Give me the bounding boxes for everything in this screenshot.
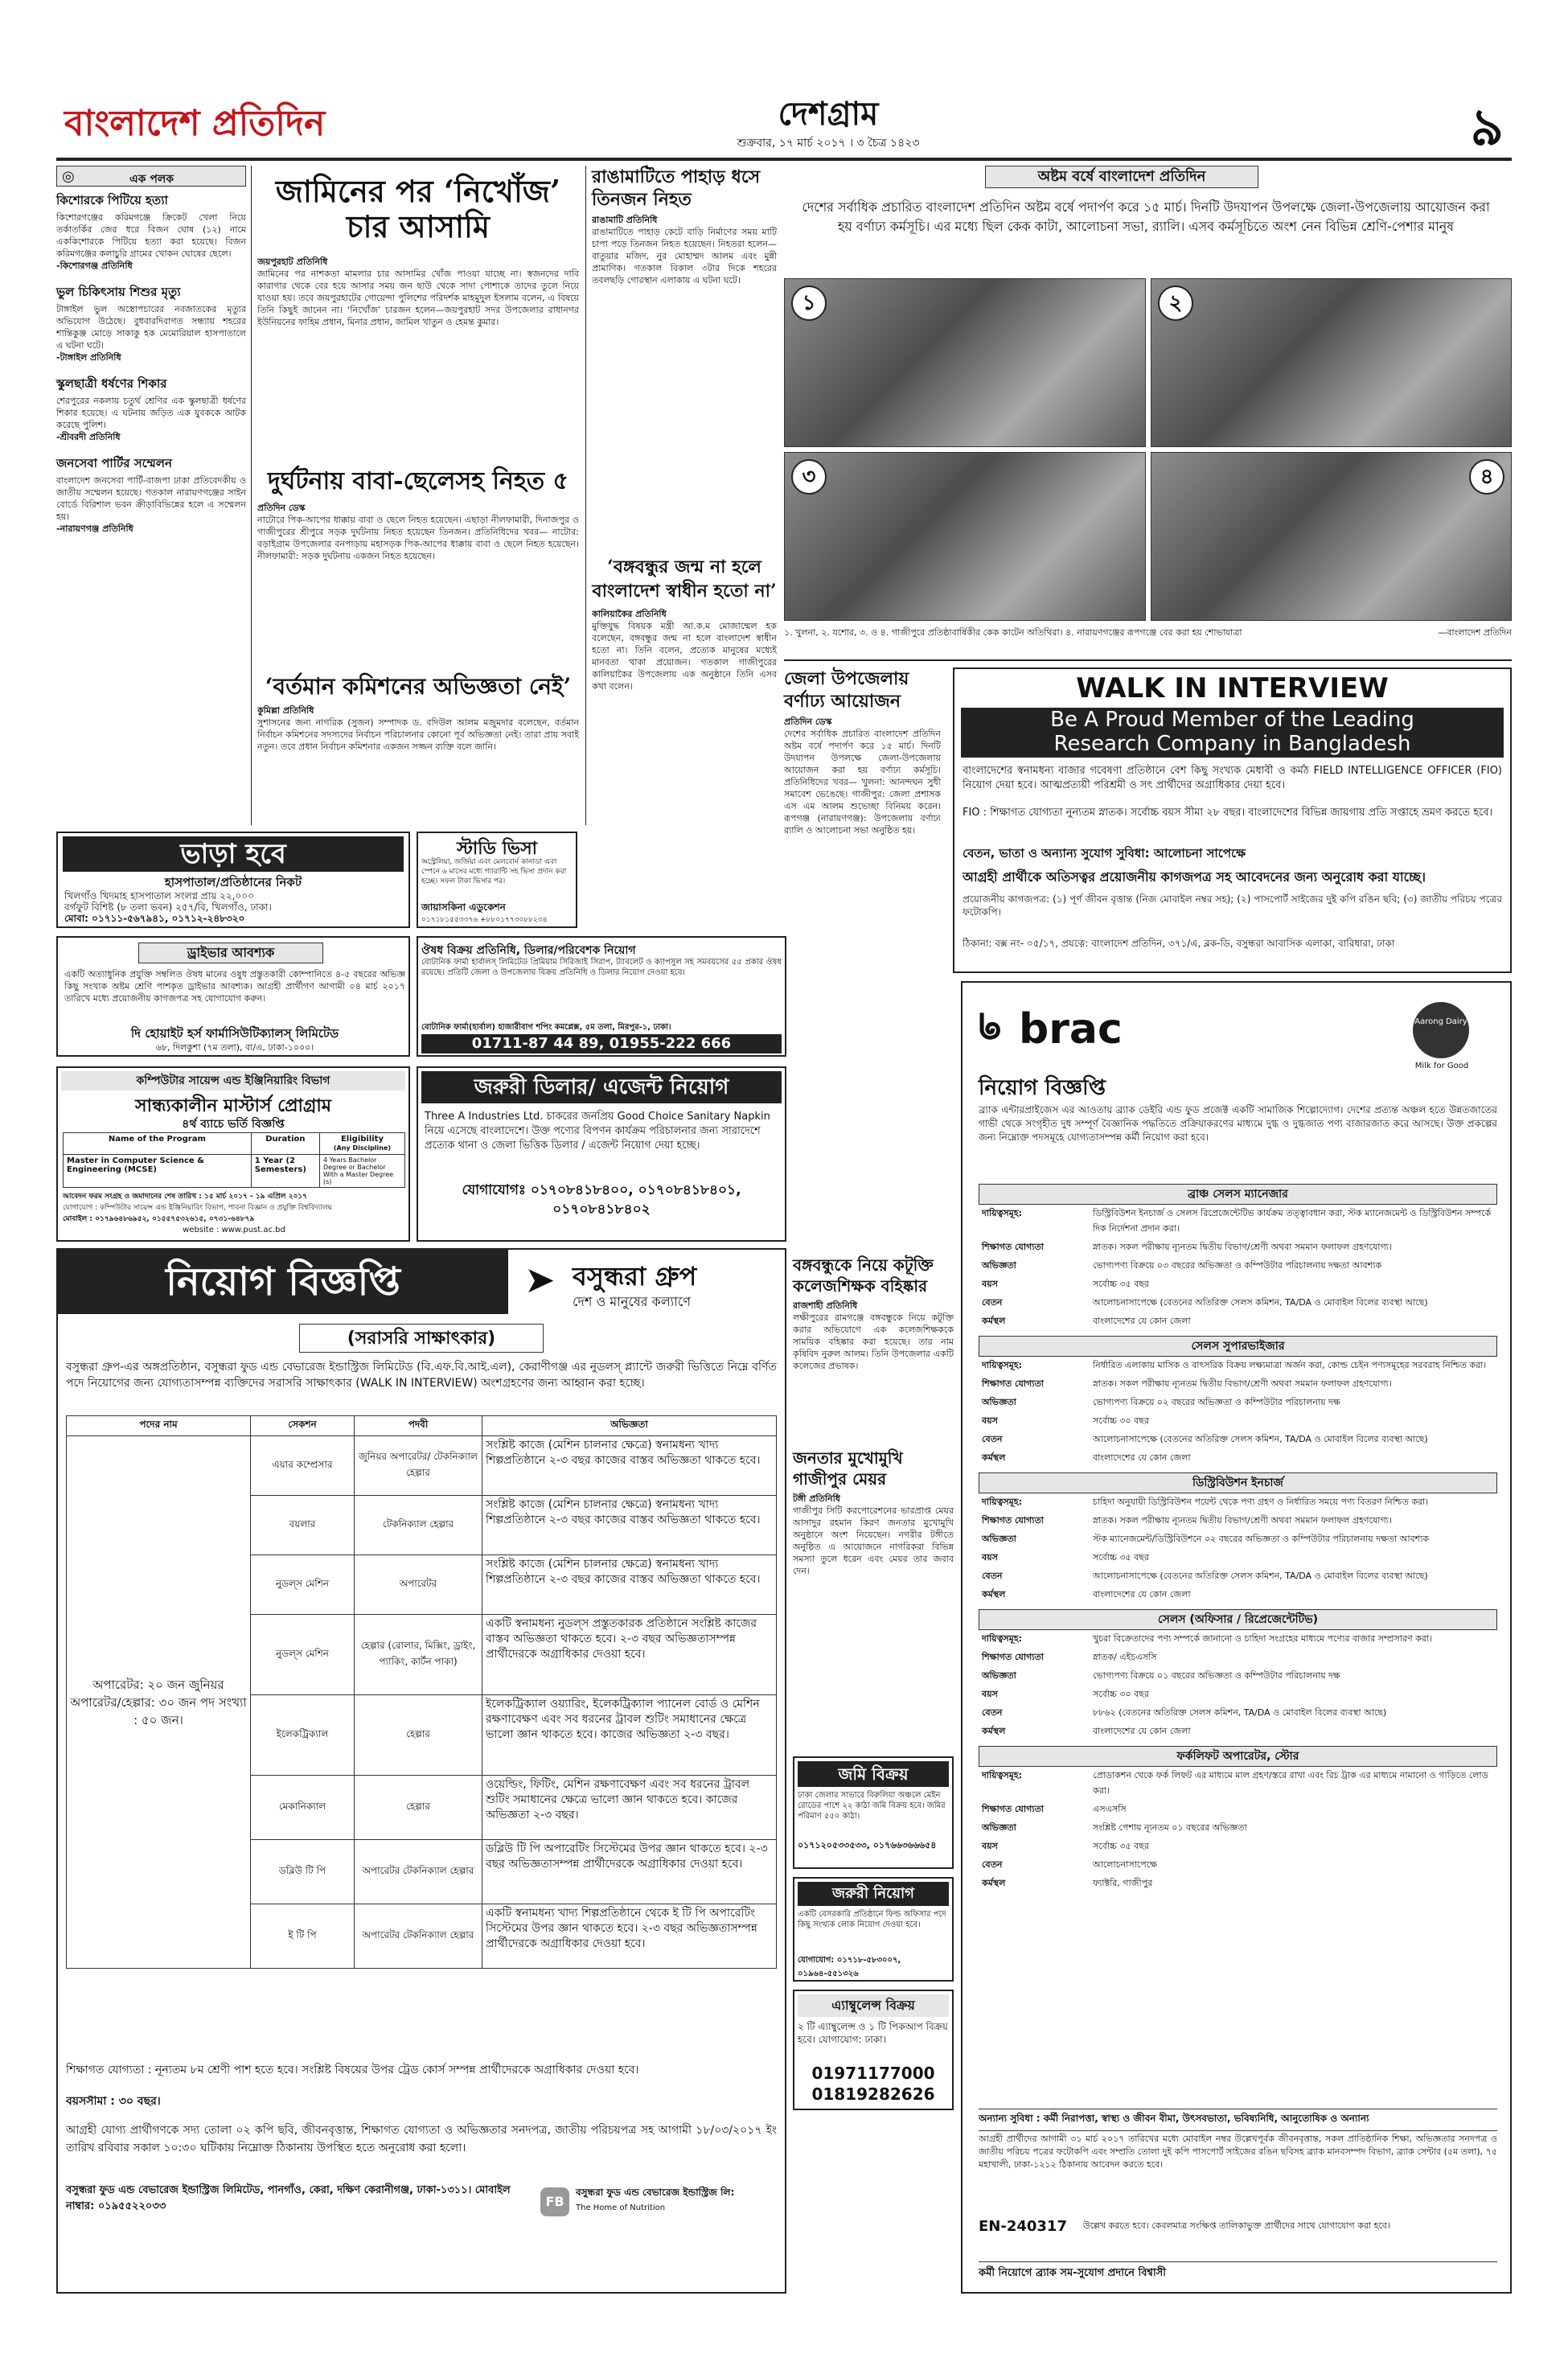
story-commission	[257, 672, 579, 825]
anniversary-photo: ৪	[1151, 452, 1512, 621]
ad-title: জরুরী নিয়োগ	[798, 1882, 949, 1906]
story-headline: দুর্ঘটনায় বাবা-ছেলেসহ নিহত ৫	[267, 467, 569, 495]
walkin-request: আগ্রহী প্রার্থীকে অতিসত্বর প্রয়োজনীয় কাগজপত্র সহ আবেদনের জন্য অনুরোধ করা যাচ্ছে।	[963, 869, 1426, 885]
story-mayor	[793, 1448, 954, 1737]
anniversary-photo: ৩	[784, 452, 1146, 621]
story-headline: জামিনের পর ‘নিখোঁজ’ চার আসামি	[275, 173, 561, 244]
feature-rule	[784, 659, 1512, 661]
story-durghotona	[257, 466, 579, 667]
story-headline: ‘বর্তমান কমিশনের অভিজ্ঞতা নেই’	[265, 673, 572, 700]
story-body: নাটোরে পিক-আপের ধাক্কায় বাবা ও ছেলে নিহত হয়েছেন। এছাড়া নীলফামারী, দিনাজপুর ও গাজীপুরের শ্রীপুরে সড়ক দুর্ঘটনায় নিহত হয়েছেন তিনজন। প্রতিনিধিদের খবর— নাটোর: বড়াইগ্রাম উপজেলার বনপাড়ায় মহাসড়ক পিক-আপের ধাক্কায় বাবা ও ছেলে নিহত হয়েছেন। নীলফামারী: সড়ক দুর্ঘটনায় একজন নিহত হয়েছেন।	[257, 515, 579, 561]
ad-title: জমি বিক্রয়	[798, 1761, 949, 1787]
ad-title: ড্রাইভার আবশ্যক	[138, 943, 323, 963]
story-body: জামিনের পর নাশকতা মামলার চার আসামির খোঁজ পাওয়া যাচ্ছে না। স্বজনদের দাবি কারাগার থেকে বের হয়ে আসার সময় জন ছাউ থেকে সাদা পোশাকে তাদের তুলে নিয়ে যাওয়া হয়। তবে জয়পুরহাটের গোয়েন্দা পুলিশের পরিদর্শক মাহমুদুল ইসলাম বলেন, এ বিষয়ে তিনি কিছুই জানেন না। ‘নিখোঁজ’ চারজন হলেন—জয়পুরহাট সদর উপজেলার রাধানগর ইউনিয়নের ফাহিম প্রধান, মিনার প্রধান, জামিল খাতুন ও হেমন্ত কুমার।	[257, 269, 579, 327]
brac-section: সেলস সুপারভাইজার দায়িত্বসমূহ: নির্ধারিত এলাকায় মাসিক ও বাৎসরিক বিক্রয় লক্ষ্যমাত্রা অর্জন করা, কোল্ড চেইন পণ্যসমূহের সরবরাহ নিশ্চিত করা। শিক্ষাগত যোগ্যতা স্নাতক। সকল পরীক্ষায় ন্যূনতম দ্বিতীয় বিভাগ/শ্রেণী অথবা সমমান ফলাফল গ্রহণযোগ্য। অভিজ্ঞতা ভোগ্যপণ্য বিক্রয়ে ০২ বছরের অভিজ্ঞতা ও কম্পিউটার পরিচালনায় দক্ষ বয়স সর্বোচ্চ ৩০ বছর বেতন আলোচনাসাপেক্ষে (বেতনের অতিরিক্ত সেলস কমিশন, TA/DA ও মোবাইল বিলের ব্যবস্থা আছে) কর্মস্থল বাংলাদেশের যে কোন জেলা	[979, 1336, 1497, 1468]
story-kotukti	[793, 1255, 954, 1440]
brac-section: ডিস্ট্রিবিউশন ইনচার্জ দায়িত্বসমূহ: চাহিদা অনুযায়ী ডিস্ট্রিবিউশন পয়েন্ট থেকে পণ্য গ্রহণ ও নির্ধারিত সময়ে পণ্য বিতরণ নিশ্চিত করা। শিক্ষাগত যোগ্যতা স্নাতক। সকল পরীক্ষায় ন্যূনতম দ্বিতীয় বিভাগ/শ্রেণী অথবা সমমান ফলাফল গ্রহণযোগ্য। অভিজ্ঞতা স্টক ম্যানেজমেন্ট/ডিস্ট্রিবিউশনে ০২ বছরের অভিজ্ঞতা ও কম্পিউটার পরিচালনায় দক্ষতা আবশ্যক বয়স সর্বোচ্চ ৩৫ বছর বেতন আলোচনাসাপেক্ষে (বেতনের অতিরিক্ত সেলস কমিশন, TA/DA ও মোবাইল বিলের ব্যবস্থা আছে) কর্মস্থল বাংলাদেশের যে কোন জেলা	[979, 1472, 1497, 1604]
brac-title: নিয়োগ বিজ্ঞপ্তি	[979, 1076, 1106, 1100]
ad-ambulance: এ্যাম্বুলেন্স বিক্রয় ২ টি এ্যাম্বুলেন্স ও ১ টি পিকআপ বিক্রয় হবে। যোগাযোগ: ঢাকা। 01971177000 01819282626	[793, 1990, 954, 2110]
walkin-address: ঠিকানা: বক্স নং- ০৫/১৭, প্রযত্নে: বাংলাদেশ প্রতিদিন, ৩৭১/এ, ব্লক-ডি, বসুন্ধরা আবাসিক এলাকা, বারিধারা, ঢাকা	[963, 938, 1395, 949]
bashundhara-title: নিয়োগ বিজ্ঞপ্তি	[58, 1250, 508, 1314]
walkin-salary: বেতন, ভাতা ও অন্যান্য সুযোগ সুবিধা: আলোচনা সাপেক্ষে	[963, 846, 1246, 860]
fb-logo-icon: FB	[540, 2187, 569, 2216]
story-headline: ‘বঙ্গবন্ধুর জন্ম না হলে বাংলাদেশ স্বাধীন হতো না’	[592, 557, 777, 602]
masthead-rule	[56, 158, 1512, 161]
walkin-body: বাংলাদেশের স্বনামধন্য বাজার গবেষণা প্রতিষ্ঠানে বেশ কিছু সংখ্যক মেধাবী ও কর্মঠ FIELD INTELLIGENCE OFFICER (FIO) নিয়োগ দেয়া হবে। আত্মপ্রত্যয়ী পরিশ্রমী ও সৎ প্রার্থীদের অগ্রাধিকার দেয়া হবে।	[963, 765, 1502, 791]
story-headline: বঙ্গবন্ধুকে নিয়ে কটূক্তি কলেজশিক্ষক বহিষ্কার	[793, 1255, 934, 1296]
walkin-docs: প্রয়োজনীয় কাগজপত্র: (১) পূর্ণ জীবন বৃত্তান্ত (নিজ মোবাইল নম্বর সহ); (২) পাসপোর্ট সাইজের দুই কপি রঙিন ছবি; (৩) জাতীয় পরিচয় পত্রের ফটোকপি।	[963, 893, 1502, 918]
story-headline: রাঙামাটিতে পাহাড় ধসে তিনজন নিহত	[592, 166, 761, 210]
ad-vara: ভাড়া হবে হাসপাতাল/প্রতিষ্ঠানের নিকট খিলগাঁও খিদমাহ হাসপাতাল সংলগ্ন প্রায় ২২,০০০ বর্গফুট বিশিষ্ট (৮ তলা ভবন) ২৫৭/বি, খিলগাঁও, ঢাকা। মোবা: ০১৭১১-৫৬৭৯৪১, ০১৭১২-২৪৮৩২০	[56, 832, 410, 928]
story-body: মুক্তিযুদ্ধ বিষয়ক মন্ত্রী আ.ক.ম মোজাম্মেল হক বলেছেন, বঙ্গবন্ধুর জন্ম না হলে বাংলাদেশ স্বাধীন হতো না। তিনি বলেন, প্রত্যেক মানুষের মধ্যেই মানবতা থাকা প্রয়োজন। গতকাল গাজীপুরের কালিয়াকৈর উপজেলায় এক অনুষ্ঠানে তিনি এসব কথা বলেন।	[592, 621, 777, 692]
ad-title: এ্যাম্বুলেন্স বিক্রয়	[798, 1994, 949, 2017]
bashundhara-logo-icon: ➤	[524, 1258, 556, 1301]
brac-logo-icon: ᖚ	[979, 1007, 1002, 1048]
section-title: দেশগ্রাম	[778, 95, 879, 133]
ad-title: ঔষধ বিক্রয় প্রতিনিধি, ডিলার/পরিবেশক নিয়োগ	[421, 944, 636, 957]
anniversary-photo: ২	[1151, 278, 1512, 447]
ad-dealer: জরুরী ডিলার/ এজেন্ট নিয়োগ Three A Industries Ltd. চাকরের জনপ্রিয় Good Choice Sanitary Napkin নিয়ে এসেছে বাংলাদেশে। উক্ত পণ্যের বিপণন কার্যক্রম পরিচালনার জন্য সারাদেশে প্রত্যেক থানা ও জেলা ভিত্তিক ডিলার / এজেন্ট নিয়োগ দেয়া হচ্ছে। যোগাযোগঃ ০১৭০৮৪১৮৪০০, ০১৭০৮৪১৮৪০১, ০১৭০৮৪১৮৪০২	[417, 1066, 786, 1242]
brief-item: জনসেবা পার্টির সম্মেলন বাংলাদেশ জনসেবা পার্টি-বাজপা ঢাকা প্রতিবেদকীয় ও জাতীয় সম্মেলন হয়েছে। গতকাল নারায়ণগঞ্জের সাইন বোর্ডে বিরিশাল ভবন ক্রীড়াবিভিন্নের হলে এ সম্মেলন হয়। -নারায়ণগঞ্জ প্রতিনিধি	[56, 456, 246, 534]
ad-bashundhara: নিয়োগ বিজ্ঞপ্তি ➤ বসুন্ধরা গ্রুপ দেশ ও মানুষের কল্যাণে (সরাসরি সাক্ষাৎকার) বসুন্ধরা গ্রুপ-এর অঙ্গপ্রতিষ্ঠান, বসুন্ধরা ফুড এন্ড বেভারেজ ইন্ডাস্ট্রিজ লিমিটেড (বি.এফ.বি.আই.এল), কেরাণীগঞ্জ এর নুডলস্ প্ল্যান্টে জরুরী ভিত্তিতে নিম্নে বর্ণিত পদে নিয়োগের জন্য যোগ্যতাসম্পন্ন ব্যক্তিদের সরাসরি সাক্ষাৎকার (WALK IN INTERVIEW) অংশগ্রহণের জন্য আহ্বান করা হচ্ছে। পদের নাম সেকশন পদবী অভিজ্ঞতা অপারেটর: ২০ জন জুনিয়র অপারেটর/হেল্পার: ৩০ জন পদ সংখ্যা : ৫০ জন। এয়ার কম্প্রেসার জুনিয়র অপারেটর/ টেকনিক্যাল হেল্পার সংশ্লিষ্ট কাজে (মেশিন চালনার ক্ষেত্রে) স্বনামধন্য খাদ্য শিল্পপ্রতিষ্ঠানে ২-৩ বছর কাজের বাস্তব অভিজ্ঞতা থাকতে হবে। বয়লার টেকনিক্যাল হেল্পার সংশ্লিষ্ট কাজে (মেশিন চালনার ক্ষেত্রে) স্বনামধন্য খাদ্য শিল্পপ্রতিষ্ঠানে ২-৩ বছর কাজের বাস্তব অভিজ্ঞতা থাকতে হবে। নুডল্‌স মেশিন অপারেটর সংশ্লিষ্ট কাজে (মেশিন চালনার ক্ষেত্রে) স্বনামধন্য খাদ্য শিল্পপ্রতিষ্ঠানে ২-৩ বছর কাজের বাস্তব অভিজ্ঞতা থাকতে হবে। নুডল্‌স মেশিন হেল্পার (রোলার, মিক্সিং, ড্রাইং, প্যাকিং, কার্টন পাকা) একটি স্বনামধন্য নুডল্‌স প্রস্তুতকারক প্রতিষ্ঠানে সংশ্লিষ্ট কাজের বাস্তব অভিজ্ঞতা থাকতে হবে। ২-৩ বছর অভিজ্ঞতাসম্পন্ন প্রার্থীদেরকে অগ্রাধিকার দেওয়া হবে। ইলেকট্রিক্যাল হেল্পার ইলেকট্রিক্যাল ওয়্যারিং, ইলেকট্রিক্যাল প্যানেল বোর্ড ও মেশিন রক্ষণাবেক্ষণ এবং সব ধরনের ট্রাবল শুটিং সমাধানের ক্ষেত্রে ভালো জ্ঞান থাকতে হবে। কাজের অভিজ্ঞতা ২-৩ বছর। মেকানিক্যাল হেল্পার ওয়েল্ডিং, ফিটিং, মেশিন রক্ষণাবেক্ষণ এবং সব ধরনের ট্রাবল শুটিং সমাধানের ক্ষেত্রে ভালো জ্ঞান থাকতে হবে। কাজের অভিজ্ঞতা ২-৩ বছর। ডব্লিউ টি পি অপারেটর টেকনিক্যাল হেল্পার ডব্লিউ টি পি অপারেটিং সিস্টেমের উপর জ্ঞান থাকতে হবে। ২-৩ বছর অভিজ্ঞতাসম্পন্ন প্রার্থীদেরকে অগ্রাধিকার দেওয়া হবে। ই টি পি অপারেটর টেকনিক্যাল হেল্পার একটি স্বনামধন্য খাদ্য শিল্পপ্রতিষ্ঠানে থেকে ই টি পি অপারেটিং সিস্টেমের উপর জ্ঞান থাকতে হবে। ২-৩ বছর অভিজ্ঞতাসম্পন্ন প্রার্থীদেরকে অগ্রাধিকার দেওয়া হবে। শিক্ষাগত যোগ্যতা : নূন্যতম ৮ম শ্রেণী পাশ হতে হবে। সংশ্লিষ্ট বিষয়ের উপর ট্রেড কোর্স সম্পন্ন প্রার্থীদেরকে অগ্রাধিকার দেওয়া হবে। বয়সসীমা : ৩০ বছর। আগ্রহী যোগ্য প্রার্থীগণকে সদ্য তোলা ০২ কপি ছবি, জীবনবৃত্তান্ত, শিক্ষাগত যোগ্যতা ও অভিজ্ঞতার সনদপত্র, জাতীয় পরিচয়পত্র সহ আগামী ১৮/০৩/২০১৭ ইং তারিখ রবিবার সকাল ১০:৩০ ঘটিকায় নিম্নোক্ত ঠিকানায় উপস্থিত হতে অনুরোধ করা হলো। বসুন্ধরা ফুড এন্ড বেভারেজ ইন্ডাস্ট্রিজ লিমিটেড, পানগাঁও, কেরা, দক্ষিণ কেরানীগঞ্জ, ঢাকা-১৩১১। মোবাইল নাম্বার: ০১৯৫৫২২০৩৩ FB বসুন্ধরা ফুড এন্ড বেভারেজ ইন্ডাস্ট্রিজ লি: The Home of Nutrition	[56, 1248, 786, 2294]
brac-section: ব্রাঞ্চ সেলস ম্যানেজার দায়িত্বসমূহ: ডিস্ট্রিবিউশন ইনচার্জ ও সেলস রিপ্রেজেন্টেটিভ কার্যক্রম তত্ত্বাবধান করা, স্টক ম্যানেজমেন্ট ও ডিস্ট্রিবিউশন সম্পর্কে দিক নির্দেশনা প্রদান করা। শিক্ষাগত যোগ্যতা স্নাতক। সকল পরীক্ষায় ন্যূনতম দ্বিতীয় বিভাগ/শ্রেণী অথবা সমমান ফলাফল গ্রহণযোগ্য। অভিজ্ঞতা ভোগ্যপণ্য বিক্রয়ে ০৩ বছরের অভিজ্ঞতা ও কম্পিউটার পরিচালনায় দক্ষতা আবশ্যক বয়স সর্বোচ্চ ৩৫ বছর বেতন আলোচনাসাপেক্ষে (বেতনের অতিরিক্ত সেলস কমিশন, TA/DA ও মোবাইল বিলের ব্যবস্থা আছে) কর্মস্থল বাংলাদেশের যে কোন জেলা	[979, 1184, 1497, 1331]
story-headline: জনতার মুখোমুখি গাজীপুর মেয়র	[793, 1448, 903, 1489]
story-credit: কুমিল্লা প্রতিনিধি	[257, 705, 314, 716]
story-body: রাঙামাটিতে পাহাড় কেটে বাড়ি নির্মাণের সময় মাটি চাপা পড়ে তিনজন নিহত হয়েছেন। নিহতরা হলেন— বাতুয়ার মজিদ, নুর মোহাম্মদ আলম এবং মুন্নী প্রামাণিক। গতকাল বিকাল ৩টার দিকে শহরের তবলছড়ি গোরস্থান এলাকায় এ ঘটনা ঘটে।	[592, 227, 777, 285]
brac-logo: brac	[1019, 1005, 1123, 1054]
walkin-fio: FIO : শিক্ষাগত যোগ্যতা নুন্যতম স্নাতক। সর্বোচ্চ বয়স সীমা ২৮ বছর। বাংলাদেশের বিভিন্ন জায়গায় প্রতি সপ্তাহে ভ্রমণ করতে হবে।	[963, 807, 1493, 819]
ad-pharma-phone: 01711-87 44 89, 01955-222 666	[421, 1034, 782, 1054]
story-credit: কালিয়াকৈর প্রতিনিধি	[592, 609, 667, 619]
ad-title: স্টাডি ভিসা	[456, 839, 538, 859]
story-rangamati	[592, 166, 777, 536]
photo-caption: ১. খুলনা, ২. যশোর, ৩. ও ৪. গাজীপুরে প্রতিষ্ঠাবার্ষিকীর কেক কাটেন অতিথিরা। ৪. নারায়ণগঞ্জের রূপগঞ্জে বের করা হয় শোভাযাত্রা —বাংলাদেশ প্রতিদিন	[784, 627, 1512, 638]
cse-table: Name of the Program Duration Eligibility (Any Discipline) Master in Computer Science & Engineering (MCSE) 1 Year (2 Semesters) 4 Years Bachelor Degree or Bachelor With a Master Degree (s)	[63, 1132, 405, 1188]
ad-study-visa: স্টাডি ভিসা অস্ট্রেলিয়া, জর্জিয়া এবং মেলবোর্ন কানাডা এবং স্পেনে ৬ মাসের মধ্যে গ্যারান্টি সহ ভিসা প্রদান করা হচ্ছে। সফল টাকা ভিসার পর। জায়াসকিনা এডুকেশন ০১৭১৮১৫৫৩৩৭৬ +৮৮০১৭৭৩০৮৮২৩৪	[417, 832, 577, 928]
bashundhara-table: পদের নাম সেকশন পদবী অভিজ্ঞতা অপারেটর: ২০ জন জুনিয়র অপারেটর/হেল্পার: ৩০ জন পদ সংখ্যা : ৫০ জন। এয়ার কম্প্রেসার জুনিয়র অপারেটর/ টেকনিক্যাল হেল্পার সংশ্লিষ্ট কাজে (মেশিন চালনার ক্ষেত্রে) স্বনামধন্য খাদ্য শিল্পপ্রতিষ্ঠানে ২-৩ বছর কাজের বাস্তব অভিজ্ঞতা থাকতে হবে। বয়লার টেকনিক্যাল হেল্পার সংশ্লিষ্ট কাজে (মেশিন চালনার ক্ষেত্রে) স্বনামধন্য খাদ্য শিল্পপ্রতিষ্ঠানে ২-৩ বছর কাজের বাস্তব অভিজ্ঞতা থাকতে হবে। নুডল্‌স মেশিন অপারেটর সংশ্লিষ্ট কাজে (মেশিন চালনার ক্ষেত্রে) স্বনামধন্য খাদ্য শিল্পপ্রতিষ্ঠানে ২-৩ বছর কাজের বাস্তব অভিজ্ঞতা থাকতে হবে। নুডল্‌স মেশিন হেল্পার (রোলার, মিক্সিং, ড্রাইং, প্যাকিং, কার্টন পাকা) একটি স্বনামধন্য নুডল্‌স প্রস্তুতকারক প্রতিষ্ঠানে সংশ্লিষ্ট কাজের বাস্তব অভিজ্ঞতা থাকতে হবে। ২-৩ বছর অভিজ্ঞতাসম্পন্ন প্রার্থীদেরকে অগ্রাধিকার দেওয়া হবে। ইলেকট্রিক্যাল হেল্পার ইলেকট্রিক্যাল ওয়্যারিং, ইলেকট্রিক্যাল প্যানেল বোর্ড ও মেশিন রক্ষণাবেক্ষণ এবং সব ধরনের ট্রাবল শুটিং সমাধানের ক্ষেত্রে ভালো জ্ঞান থাকতে হবে। কাজের অভিজ্ঞতা ২-৩ বছর। মেকানিক্যাল হেল্পার ওয়েল্ডিং, ফিটিং, মেশিন রক্ষণাবেক্ষণ এবং সব ধরনের ট্রাবল শুটিং সমাধানের ক্ষেত্রে ভালো জ্ঞান থাকতে হবে। কাজের অভিজ্ঞতা ২-৩ বছর। ডব্লিউ টি পি অপারেটর টেকনিক্যাল হেল্পার ডব্লিউ টি পি অপারেটিং সিস্টেমের উপর জ্ঞান থাকতে হবে। ২-৩ বছর অভিজ্ঞতাসম্পন্ন প্রার্থীদেরকে অগ্রাধিকার দেওয়া হবে। ই টি পি অপারেটর টেকনিক্যাল হেল্পার একটি স্বনামধন্য খাদ্য শিল্পপ্রতিষ্ঠানে থেকে ই টি পি অপারেটিং সিস্টেমের উপর জ্ঞান থাকতে হবে। ২-৩ বছর অভিজ্ঞতাসম্পন্ন প্রার্থীদেরকে অগ্রাধিকার দেওয়া হবে।	[66, 1415, 777, 1969]
issue-date: শুক্রবার, ১৭ মার্চ ২০১৭ । ৩ চৈত্র ১৪২৩	[737, 137, 920, 150]
story-body: গাজীপুর সিটি করপোরেশনের ভারপ্রাপ্ত মেয়র আসাদুর রহমান কিরণ জনতার মুখোমুখি অনুষ্ঠানে অংশ নিয়েছেন। নগরীর টঙ্গীতে অনুষ্ঠিত এ আয়োজনে নাগরিকরা বিভিন্ন সমস্যা তুলে ধরেন এবং মেয়র তার জবাব দেন।	[793, 1505, 954, 1576]
masthead	[56, 88, 1512, 161]
story-body: দেশের সর্বাধিক প্রচারিত বাংলাদেশ প্রতিদিন অষ্টম বর্ষে পদার্পণ করে ১৫ মার্চ। দিনটি উদযাপন উপলক্ষে জেলা-উপজেলায় আয়োজন করা হয় বর্ণাঢ্য কর্মসূচি। প্রতিনিধিদের খবর— খুলনা: আনন্দঘন সুধী সমাবেশ ভেঙেছে। গাজীপুর: জেলা প্রশাসক এস এম আলম শুভেচ্ছা বিনিময় করেন। রূপগঞ্জ (নারায়ণগঞ্জ): উপজেলায় বর্ণাঢ্য র‌্যালি ও আলোচনা সভা অনুষ্ঠিত হয়।	[784, 729, 941, 836]
anniversary-feature	[784, 166, 1512, 656]
ek-palok-icon: ◎	[62, 168, 75, 185]
anniversary-label: অষ্টম বর্ষে বাংলাদেশ প্রতিদিন	[985, 166, 1258, 188]
cse-program: সান্ধ্যকালীন মাস্টার্স প্রোগ্রাম	[135, 1096, 331, 1116]
story-credit: টঙ্গী প্রতিনিধি	[793, 1493, 840, 1504]
brac-section: সেলস (অফিসার / রিপ্রেজেন্টেটিভ) দায়িত্বসমূহ: খুচরা বিক্রেতাদের পণ্য সম্পর্কে জানানো ও চাহিদা সংগ্রহের মাধ্যমে পণ্যের বাজার সম্প্রসারণ করা। শিক্ষাগত যোগ্যতা স্নাতক/ এইচএসসি অভিজ্ঞতা ভোগ্যপণ্য বিক্রয়ে ০১ বছরের অভিজ্ঞতা ও কম্পিউটার পরিচালনায় দক্ষ বয়স সর্বোচ্চ ৩০ বছর বেতন ৮৮৬২ (বেতনের অতিরিক্ত সেলস কমিশন, TA/DA ও মোবাইল বিলের ব্যবস্থা আছে) কর্মস্থল বাংলাদেশের যে কোন জেলা	[979, 1609, 1497, 1741]
ek-palok-label: ◎ এক পলক	[56, 166, 246, 187]
ad-brac: ᖚ brac Aarong Dairy Milk for Good নিয়োগ বিজ্ঞপ্তি ব্র্যাক এন্টারপ্রাইজেস এর আওতায় ব্র্যাক ডেইরি এন্ড ফুড প্রজেক্ট একটি সামাজিক শিল্পোদ্যোগ। দেশের প্রত্যন্ত অঞ্চল হতে উন্নতজাতের গাভী থেকে সংগৃহীত দুধ সম্পূর্ণ বৈজ্ঞানিক পদ্ধতিতে প্রক্রিয়াকরণের মাধ্যমে দুগ্ধ ও দুগ্ধজাত পণ্য বাজারজাত করে আসছে। উক্ত প্রকল্পের জন্য নিম্নোক্ত পদসমূহে যোগ্যতাসম্পন্ন কর্মী নিয়োগ করা হবে। ব্রাঞ্চ সেলস ম্যানেজার দায়িত্বসমূহ: ডিস্ট্রিবিউশন ইনচার্জ ও সেলস রিপ্রেজেন্টেটিভ কার্যক্রম তত্ত্বাবধান করা, স্টক ম্যানেজমেন্ট ও ডিস্ট্রিবিউশন সম্পর্কে দিক নির্দেশনা প্রদান করা। শিক্ষাগত যোগ্যতা স্নাতক। সকল পরীক্ষায় ন্যূনতম দ্বিতীয় বিভাগ/শ্রেণী অথবা সমমান ফলাফল গ্রহণযোগ্য। অভিজ্ঞতা ভোগ্যপণ্য বিক্রয়ে ০৩ বছরের অভিজ্ঞতা ও কম্পিউটার পরিচালনায় দক্ষতা আবশ্যক বয়স সর্বোচ্চ ৩৫ বছর বেতন আলোচনাসাপেক্ষে (বেতনের অতিরিক্ত সেলস কমিশন, TA/DA ও মোবাইল বিলের ব্যবস্থা আছে) কর্মস্থল বাংলাদেশের যে কোন জেলা সেলস সুপারভাইজার দায়িত্বসমূহ: নির্ধারিত এলাকায় মাসিক ও বাৎসরিক বিক্রয় লক্ষ্যমাত্রা অর্জন করা, কোল্ড চেইন পণ্যসমূহের সরবরাহ নিশ্চিত করা। শিক্ষাগত যোগ্যতা স্নাতক। সকল পরীক্ষায় ন্যূনতম দ্বিতীয় বিভাগ/শ্রেণী অথবা সমমান ফলাফল গ্রহণযোগ্য। অভিজ্ঞতা ভোগ্যপণ্য বিক্রয়ে ০২ বছরের অভিজ্ঞতা ও কম্পিউটার পরিচালনায় দক্ষ বয়স সর্বোচ্চ ৩০ বছর বেতন আলোচনাসাপেক্ষে (বেতনের অতিরিক্ত সেলস কমিশন, TA/DA ও মোবাইল বিলের ব্যবস্থা আছে) কর্মস্থল বাংলাদেশের যে কোন জেলা ডিস্ট্রিবিউশন ইনচার্জ দায়িত্বসমূহ: চাহিদা অনুযায়ী ডিস্ট্রিবিউশন পয়েন্ট থেকে পণ্য গ্রহণ ও নির্ধারিত সময়ে পণ্য বিতরণ নিশ্চিত করা। শিক্ষাগত যোগ্যতা স্নাতক। সকল পরীক্ষায় ন্যূনতম দ্বিতীয় বিভাগ/শ্রেণী অথবা সমমান ফলাফল গ্রহণযোগ্য। অভিজ্ঞতা স্টক ম্যানেজমেন্ট/ডিস্ট্রিবিউশনে ০২ বছরের অভিজ্ঞতা ও কম্পিউটার পরিচালনায় দক্ষতা আবশ্যক বয়স সর্বোচ্চ ৩৫ বছর বেতন আলোচনাসাপেক্ষে (বেতনের অতিরিক্ত সেলস কমিশন, TA/DA ও মোবাইল বিলের ব্যবস্থা আছে) কর্মস্থল বাংলাদেশের যে কোন জেলা সেলস (অফিসার / রিপ্রেজেন্টেটিভ) দায়িত্বসমূহ: খুচরা বিক্রেতাদের পণ্য সম্পর্কে জানানো ও চাহিদা সংগ্রহের মাধ্যমে পণ্যের বাজার সম্প্রসারণ করা। শিক্ষাগত যোগ্যতা স্নাতক/ এইচএসসি অভিজ্ঞতা ভোগ্যপণ্য বিক্রয়ে ০১ বছরের অভিজ্ঞতা ও কম্পিউটার পরিচালনায় দক্ষ বয়স সর্বোচ্চ ৩০ বছর বেতন ৮৮৬২ (বেতনের অতিরিক্ত সেলস কমিশন, TA/DA ও মোবাইল বিলের ব্যবস্থা আছে) কর্মস্থল বাংলাদেশের যে কোন জেলা ফর্কলিফট অপারেটর, স্টোর দায়িত্বসমূহ: প্রোডাকশন থেকে ফর্ক লিফট এর মাধ্যমে মাল গ্রহণ/স্তরে রাখা এবং রিচ ট্রাক এর মাধ্যমে নামানো ও গাড়িতে লোড করা। শিক্ষাগত যোগ্যতা এসএসসি অভিজ্ঞতা সংশ্লিষ্ট পেশায় ন্যূনতম ০১ বছরের অভিজ্ঞতা বয়স সর্বোচ্চ ৩৫ বছর বেতন আলোচনাসাপেক্ষে কর্মস্থল ফ্যাক্টরি, গাজীপুর অন্যান্য সুবিধা : কর্মী নিরাপত্তা, স্বাস্থ্য ও জীবন বীমা, উৎসবভাতা, ভবিষ্যনিধি, আনুতোষিক ও অন্যান্য আগ্রহী প্রার্থীদের আগামী ৩১ মার্চ ২০১৭ তারিখের মধ্যে মোবাইল নম্বর উল্লেখপূর্বক জীবনবৃত্তান্ত, সকল প্রাতিষ্ঠানিক শিক্ষা, অভিজ্ঞতার সনদপত্র ও জাতীয় পরিচয় পত্রের ফটোকপি এবং সম্প্রতি তোলা দুই কপি পাসপোর্ট সাইজের রঙিন ছবিসহ ব্র্যাক মানবসম্পদ বিভাগ, ব্র্যাক সেন্টার (৫ম তলা), ৭৫ মহাখালী, ঢাকা-১২১২ ঠিকানায় আবেদন করতে হবে। EN-240317 উল্লেখ করতে হবে। কেবলমাত্র সংক্ষিপ্ত তালিকাভুক্ত প্রার্থীদের সাথে যোগাযোগ করা হবে। কর্মী নিয়োগে ব্র্যাক সম-সুযোগ প্রদানে বিশ্বাসী	[961, 981, 1512, 2294]
ad-pharma: ঔষধ বিক্রয় প্রতিনিধি, ডিলার/পরিবেশক নিয়োগ বোটানিক ফার্মা হার্বালস্ লিমিটেড প্রিমিয়াম সিরিজাই সিরাপ, ট্যাবলেট ও ক্যাপসুল সহ সমবয়সের ৫৫ প্রকার ঔষধ রয়েছে। প্রতিটি জেলা ও উপজেলায় বিক্রয় প্রতিনিধি ও ডিলার নিয়োগ দেওয়া হবে। বোটানিক ফার্মা(হার্বাল) হাজারীবাগ শপিং কমপ্লেক্স, ৫ম তলা, মিরপুর-১, ঢাকা। 01711-87 44 89, 01955-222 666	[417, 936, 786, 1057]
walkin-tagline: Be A Proud Member of the Leading Research Company in Bangladesh	[961, 708, 1504, 758]
ad-jorury: জরুরী নিয়োগ একটি বেসরকারি প্রতিষ্ঠানে ফিল্ড অফিসার পদে কিছু সংখ্যক লোক নিয়োগ দেওয়া হবে। যোগাযোগ: ০১৭১৮-৫৮৩০০৭, ০১৯৬৪-৫৫১৩২৬	[793, 1877, 954, 1982]
story-body: লক্ষীপুরের রামগঞ্জে বঙ্গবন্ধুকে নিয়ে কটূক্তি করার অভিযোগে এক কলেজশিক্ষককে সাময়িক বহিষ্কার করা হয়েছে। তার নাম কৃষিবিদ নুরুল আলম। তিনি উপজেলার একটি কলেজের প্রভাষক।	[793, 1312, 954, 1371]
ad-jomi: জমি বিক্রয় ঢাকা জেলার সাভারে বিরুলিয়া অঞ্চলে মেইন রোডের পাশে ২২ কাঠা জমি বিক্রয় হবে। জমির পরিমাণ ৫৫০ কাঠা। ০১৭১২০৫৩৩৫৩৩, ০১৭৬৬৩৬৬৬৫৪	[793, 1756, 954, 1869]
story-jamin	[257, 166, 579, 439]
aarong-logo-icon: Aarong Dairy	[1413, 1002, 1469, 1058]
story-credit: প্রতিদিন ডেস্ক	[257, 503, 306, 513]
ad-computer-science: কম্পিউটার সায়েন্স এন্ড ইঞ্জিনিয়ারিং বিভাগ সান্ধ্যকালীন মাস্টার্স প্রোগ্রাম ৪র্থ ব্যাচে ভর্তি বিজ্ঞপ্তি Name of the Program Duration Eligibility (Any Discipline) Master in Computer Science & Engineering (MCSE) 1 Year (2 Semesters) 4 Years Bachelor Degree or Bachelor With a Master Degree (s) আবেদন ফরম সংগ্রহ ও জমাদানের শেষ তারিখ : ১৫ মার্চ ২০১৭ - ১৯ এপ্রিল ২০১৭ যোগাযোগ : কম্পিউটার সায়েন্স এন্ড ইঞ্জিনিয়ারিং বিভাগ, পাবনা বিজ্ঞান ও প্রযুক্তি বিশ্ববিদ্যালয় মোবাইল : ০১৭৯৬৪৮৬৯৫২, ০১৫৫৭৫৩২৬১৫, ০৭৩১-৬৪৮৭৯ website : www.pust.ac.bd	[56, 1066, 410, 1242]
brac-code: EN-240317	[979, 2218, 1067, 2235]
bashundhara-mode: (সরাসরি সাক্ষাৎকার)	[299, 1324, 544, 1353]
brief-item: কিশোরকে পিটিয়ে হত্যা কিশোরগঞ্জের করিমগঞ্জে ক্রিকেট খেলা নিয়ে তর্কাতর্কির জের ধরে বিজন ঘোষ (১২) নামে এককিশোরকে পিটিয়ে হত্যা করা হয়েছে। বিজন করিমগঞ্জের কলাচুরি গ্রামের খোকন ঘোষের ছেলে। -কিশোরগঞ্জ প্রতিনিধি	[56, 193, 246, 271]
newspaper-logo: বাংলাদেশ প্রতিদিন	[64, 103, 326, 144]
ad-title: ভাড়া হবে	[63, 836, 404, 872]
column-rule	[585, 166, 586, 825]
story-bangabandhu	[592, 555, 777, 828]
walkin-ad	[953, 667, 1512, 973]
story-credit: প্রতিদিন ডেস্ক	[784, 717, 832, 727]
story-credit: জয়পুরহাট প্রতিনিধি	[257, 257, 328, 267]
story-body: সুশাসনের জন্য নাগরিক (সুজন) সম্পাদক ড. বদিউল আলম মজুমদার বলেছেন, বর্তমান নির্বাচন কমিশনের সদস্যদের নির্বাচন পরিচালনার কোনো পূর্ব অভিজ্ঞতা নেই। তারা প্রায় সবাই নতুন। তবে প্রধান নির্বাচন কমিশনার একজন সজ্জন ব্যক্তি বলে জানি।	[257, 717, 579, 752]
bashundhara-brand: বসুন্ধরা গ্রুপ	[573, 1261, 697, 1292]
page-number: ৯	[1470, 97, 1504, 158]
brac-sections	[979, 1184, 1497, 1898]
column-rule	[251, 166, 252, 825]
story-headline: জেলা উপজেলায় বর্ণাঢ্য আয়োজন	[784, 668, 909, 712]
cse-dept: কম্পিউটার সায়েন্স এন্ড ইঞ্জিনিয়ারিং বিভাগ	[61, 1071, 405, 1090]
brac-section: ফর্কলিফট অপারেটর, স্টোর দায়িত্বসমূহ: প্রোডাকশন থেকে ফর্ক লিফট এর মাধ্যমে মাল গ্রহণ/স্তরে রাখা এবং রিচ ট্রাক এর মাধ্যমে নামানো ও গাড়িতে লোড করা। শিক্ষাগত যোগ্যতা এসএসসি অভিজ্ঞতা সংশ্লিষ্ট পেশায় ন্যূনতম ০১ বছরের অভিজ্ঞতা বয়স সর্বোচ্চ ৩৫ বছর বেতন আলোচনাসাপেক্ষে কর্মস্থল ফ্যাক্টরি, গাজীপুর	[979, 1746, 1497, 1893]
ad-driver: ড্রাইভার আবশ্যক একটি অত্যাধুনিক প্রযুক্তি সম্বলিত ঔষধ মানের ওষুধ প্রস্তুতকারী কোম্পানিতে ৪-৫ বছরের অভিজ্ঞ কিছু সংখ্যক অষ্টম শ্রেণি পাশকৃত ড্রাইভার আবশ্যক। আগ্রহী প্রার্থীগণ আগামী ০৪ মার্চ ২০১৭ তারিখে মধ্যে প্রয়োজনীয় কাগজপত্র সহ যোগাযোগ করুন। দি হোয়াইট হর্স ফার্মাসিউটিক্যালস্ লিমিটেড ৬৮, দিলকুশা (৭ম তলা), বা/এ, ঢাকা-১০০০।	[56, 936, 410, 1057]
brief-item: স্কুলছাত্রী ধর্ষণের শিকার শেরপুরের নকলায় চতুর্থ শ্রেণির এক স্কুলছাত্রী ধর্ষণের শিকার হয়েছে। এ ঘটনায় জড়িত এক যুবককে আটক করেছে পুলিশ। -শ্রীবরদী প্রতিনিধি	[56, 376, 246, 442]
ad-title: জরুরী ডিলার/ এজেন্ট নিয়োগ	[421, 1071, 782, 1103]
story-credit: রাজশাহী প্রতিনিধি	[793, 1300, 858, 1311]
story-zila	[784, 667, 941, 1230]
walkin-title: WALK IN INTERVIEW	[1076, 672, 1389, 704]
bashundhara-tagline: দেশ ও মানুষের কল্যাণে	[573, 1294, 692, 1309]
anniversary-photo: ১	[784, 278, 1146, 447]
anniversary-intro: দেশের সর্বাধিক প্রচারিত বাংলাদেশ প্রতিদিন অষ্টম বর্ষে পদার্পণ করে ১৫ মার্চ। দিনটি উদযাপন উপলক্ষে জেলা-উপজেলায় আয়োজন করা হয় বর্ণাঢ্য কর্মসূচি। এর মধ্যে ছিল কেক কাটা, আলোচনা সভা, র‌্যালি। এসব কর্মসূচিতে অংশ নেন বিভিন্ন শ্রেণি-পেশার মানুষ	[802, 199, 1490, 234]
story-credit: রাঙামাটি প্রতিনিধি	[592, 215, 658, 225]
ek-palok-column	[56, 166, 246, 832]
brief-item: ভুল চিকিৎসায় শিশুর মৃত্যু টাঙ্গাইল ভুল অস্ত্রোপচারের নবজাতকের মৃত্যুর অভিযোগ উঠেছে। বুধবারদিবাগত সন্ধ্যায় শহরের শান্তিকুঞ্জ মোড়ে সাকাকু হক মেমোরিয়াল হাসপাতালে এ ঘটনা ঘটে। -টাঙ্গাইল প্রতিনিধি	[56, 285, 246, 363]
